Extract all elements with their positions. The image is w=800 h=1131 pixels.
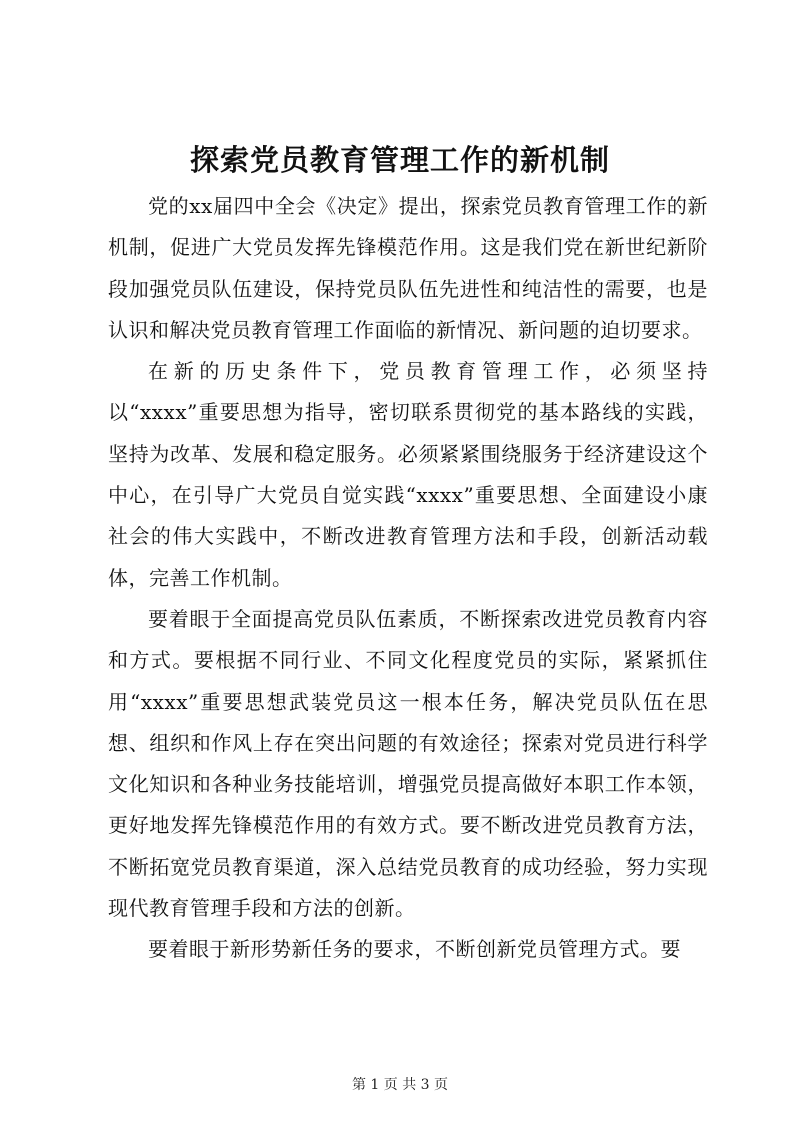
- paragraph: 党的xx届四中全会《决定》提出，探索党员教育管理工作的新机制，促进广大党员发挥先锋模范作用。这是我们党在新世纪新阶段加强党员队伍建设，保持党员队伍先进性和纯洁性的需要，也是认识和解决党员教育管理工作面临的新情况、新问题的迫切要求。: [108, 194, 708, 342]
- page-footer: 第 1 页 共 3 页: [351, 1077, 449, 1093]
- document-body: [108, 186, 708, 971]
- paragraph: 要着眼于全面提高党员队伍素质，不断探索改进党员教育内容和方式。要根据不同行业、不同文化程度党员的实际，紧紧抓住用“xxxx”重要思想武装党员这一根本任务，解决党员队伍在思想、组织和作风上存在突出问题的有效途径；探索对党员进行科学文化知识和各种业务技能培训，增强党员提高做好本职工作本领，更好地发挥先锋模范作用的有效方式。要不断改进党员教育方法，不断拓宽党员教育渠道，深入总结党员教育的成功经验，努力实现现代教育管理手段和方法的创新。: [108, 606, 708, 921]
- page-title: 探索党员教育管理工作的新机制: [189, 143, 610, 177]
- paragraph: 要着眼于新形势新任务的要求，不断创新党员管理方式。要: [148, 937, 681, 962]
- paragraph: 在新的历史条件下，党员教育管理工作，必须坚持以“xxxx”重要思想为指导，密切联系贯彻党的基本路线的实践，坚持为改革、发展和稳定服务。必须紧紧围绕服务于经济建设这个中心，在引导广大党员自觉实践“xxxx”重要思想、全面建设小康社会的伟大实践中，不断改进教育管理方法和手段，创新活动载体，完善工作机制。: [108, 359, 708, 590]
